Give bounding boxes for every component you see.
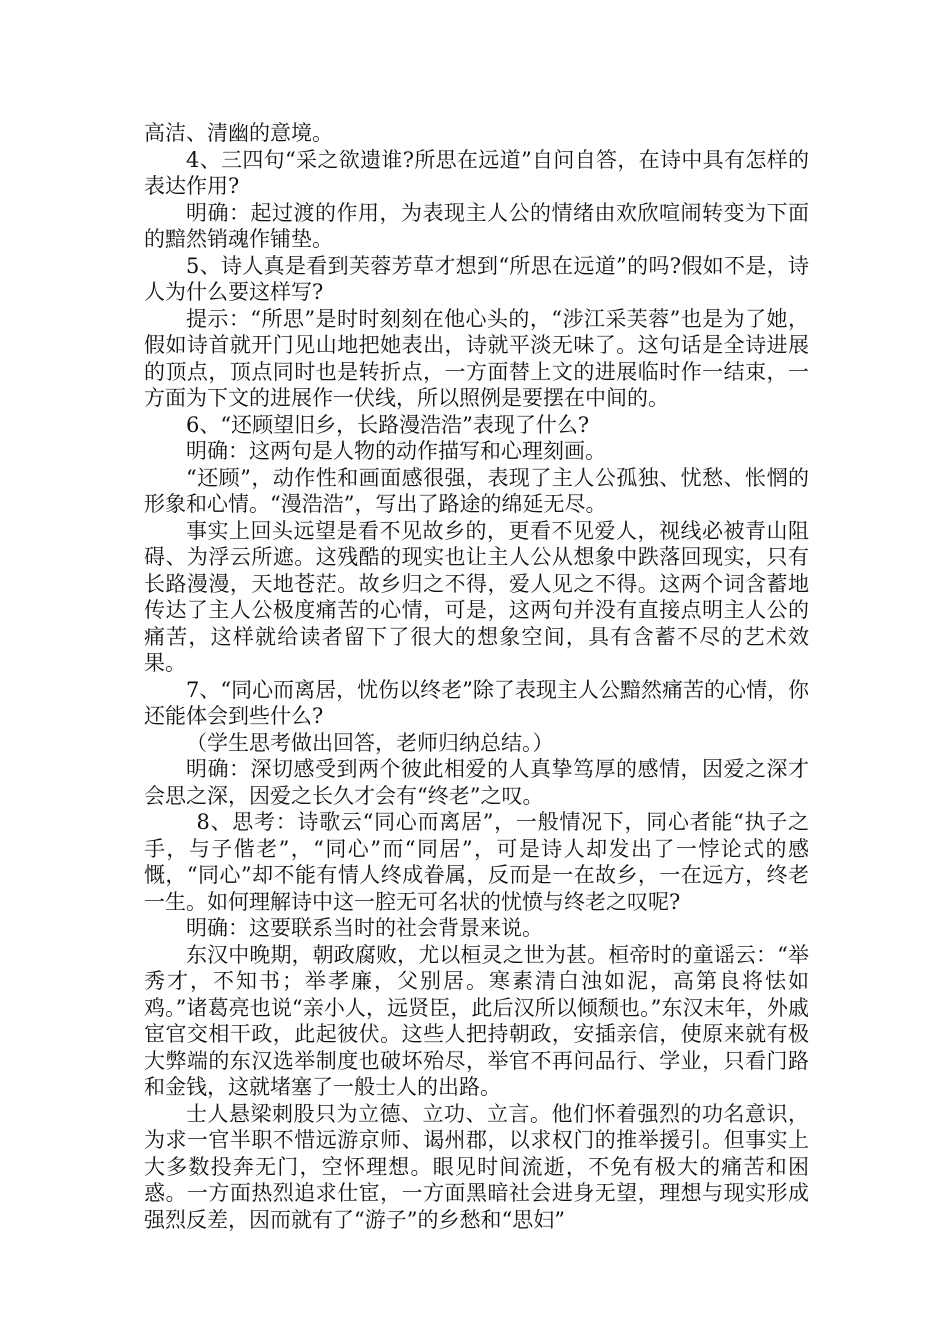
answer-6: 明确：这两句是人物的动作描写和心理刻画。 (186, 439, 606, 463)
answer-8: 明确：这要联系当时的社会背景来说。 (186, 916, 543, 940)
hint-5: 提示：“所思”是时时刻刻在他心头的，“涉江采芙蓉”也是为了她，假如诗首就开门见山地把她表出，诗就平淡无味了。这句话是全诗进展的顶点，顶点同时也是转折点，一方面替上文的进展临时作一结束，一方面为下文的进展作一伏线，所以照例是要摆在中间的。 (144, 306, 809, 410)
question-4: 4、三四句“采之欲遗谁?所思在远道”自问自答，在诗中具有怎样的表达作用? (144, 147, 809, 198)
question-8: 8、思考：诗歌云“同心而离居”，一般情况下，同心者能“执子之手，与子偕老”，“同心”而“同居”，可是诗人却发出了一悖论式的感慨，“同心”却不能有情人终成眷属，反而是一在故乡，一在远方，终老一生。如何理解诗中这一腔无可名状的忧愤与终老之叹呢? (144, 810, 809, 914)
answer-7: 明确：深切感受到两个彼此相爱的人真挚笃厚的感情，因爱之深才会思之深，因爱之长久才会有“终老”之叹。 (144, 757, 809, 808)
question-7: 7、“同心而离居，忧伤以终老”除了表现主人公黯然痛苦的心情，你还能体会到些什么? (144, 677, 809, 728)
paragraph: 东汉中晚期，朝政腐败，尤以桓灵之世为甚。桓帝时的童谣云：“举秀才，不知书；举孝廉，父别居。寒素清白浊如泥，高第良将怯如鸡。”诸葛亮也说“亲小人，远贤臣，此后汉所以倾颓也。”东汉末年，外戚宦官交相干政，此起彼伏。这些人把持朝政，安插亲信，使原来就有极大弊端的东汉选举制度也破坏殆尽，举官不再问品行、学业，只看门路和金钱，这就堵塞了一般士人的出路。 (144, 942, 809, 1099)
question-6: 6、“还顾望旧乡，长路漫浩浩”表现了什么? (186, 412, 590, 437)
question-5: 5、诗人真是看到芙蓉芳草才想到“所思在远道”的吗?假如不是，诗人为什么要这样写? (144, 253, 809, 304)
paragraph: 士人悬梁刺股只为立德、立功、立言。他们怀着强烈的功名意识，为求一官半职不惜远游京师、谒州郡，以求权门的推举援引。但事实上大多数投奔无门，空怀理想。眼见时间流逝，不免有极大的痛苦和困惑。一方面热烈追求仕宦，一方面黑暗社会进身无望，理想与现实形成强烈反差，因而就有了“游子”的乡愁和“思妇” (144, 1101, 809, 1232)
paragraph: 事实上回头远望是看不见故乡的，更看不见爱人，视线必被青山阻碍、为浮云所遮。这残酷的现实也让主人公从想象中跌落回现实，只有长路漫漫，天地苍茫。故乡归之不得，爱人见之不得。这两个词含蓄地传达了主人公极度痛苦的心情，可是，这两句并没有直接点明主人公的痛苦，这样就给读者留下了很大的想象空间，具有含蓄不尽的艺术效果。 (144, 518, 809, 675)
answer-4: 明确：起过渡的作用，为表现主人公的情绪由欢欣喧闹转变为下面的黯然销魂作铺垫。 (144, 200, 809, 251)
paragraph: 高洁、清幽的意境。 (144, 121, 333, 145)
note-7: （学生思考做出回答，老师归纳总结。） (186, 730, 554, 755)
paragraph: “还顾”，动作性和画面感很强，表现了主人公孤独、忧愁、怅惘的形象和心情。“漫浩浩”，写出了路途的绵延无尽。 (144, 465, 809, 516)
document-page (144, 120, 809, 1233)
